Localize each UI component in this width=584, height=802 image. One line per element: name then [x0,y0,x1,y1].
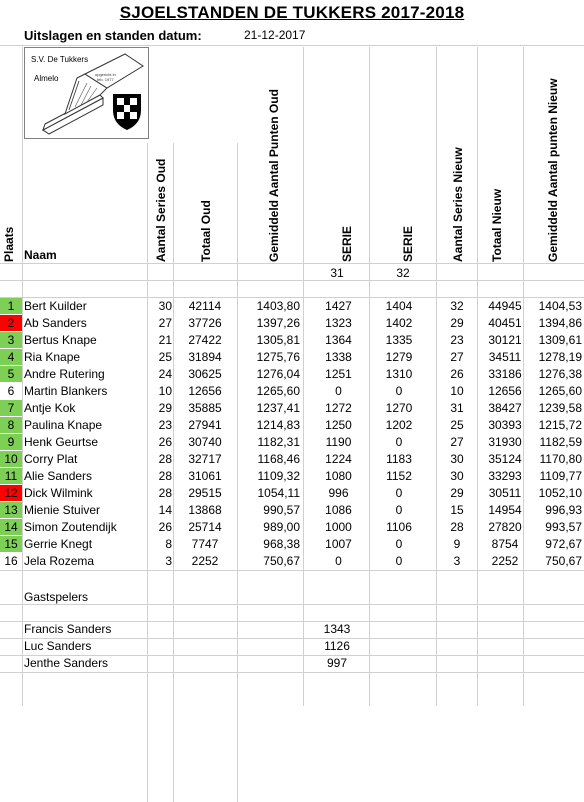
cell-totaal-nieuw: 31930 [488,435,522,449]
cell-plaats: 14 [0,519,22,535]
cell-totaal-oud: 7747 [191,537,219,551]
header-aantal-series-oud: Aantal Series Oud [154,158,168,262]
cell-aantal-series-oud: 26 [158,435,172,449]
cell-serie-31: 0 [335,384,342,398]
cell-serie-31: 1224 [325,452,352,466]
cell-totaal-oud: 35885 [188,401,222,415]
cell-plaats: 2 [0,315,22,331]
cell-gemiddeld-nieuw: 993,57 [545,520,582,534]
cell-serie-31: 1000 [325,520,352,534]
header-totaal-oud: Totaal Oud [199,200,213,262]
table-row [0,468,584,485]
cell-naam: Gerrie Knegt [24,537,93,551]
cell-serie-31: 1190 [325,435,352,449]
table-row [0,315,584,332]
cell-aantal-series-nieuw: 9 [453,537,461,551]
cell-totaal-nieuw: 33293 [488,469,522,483]
cell-serie-31: 996 [328,486,349,500]
header-gemiddeld-nieuw: Gemiddeld Aantal punten Nieuw [546,78,560,262]
cell-serie-31: 1323 [325,316,352,330]
cell-totaal-oud: 13868 [188,503,222,517]
cell-gemiddeld-nieuw: 1239,58 [538,401,582,415]
cell-serie-31: 1338 [325,350,352,364]
cell-plaats: 12 [0,485,22,501]
cell-serie-32: 0 [395,537,403,551]
cell-aantal-series-nieuw: 23 [450,333,464,347]
svg-text:opgericht in: opgericht in [95,72,116,77]
cell-naam: Corry Plat [24,452,78,466]
svg-text:feb. 1977: feb. 1977 [97,77,114,82]
cell-totaal-nieuw: 2252 [491,554,519,568]
cell-naam: Henk Geurtse [24,435,99,449]
cell-plaats: 9 [0,434,22,450]
guest-name: Luc Sanders [24,639,92,653]
cell-aantal-series-oud: 23 [158,418,172,432]
header-gemiddeld-oud: Gemiddeld Aantal Punten Oud [267,89,281,262]
table-row [0,332,584,349]
cell-aantal-series-oud: 24 [158,367,172,381]
cell-totaal-oud: 30740 [188,435,222,449]
cell-naam: Ab Sanders [24,316,87,330]
table-row [0,485,584,502]
cell-totaal-oud: 29515 [188,486,222,500]
cell-aantal-series-nieuw: 28 [450,520,464,534]
cell-aantal-series-oud: 28 [158,469,172,483]
guest-name: Jenthe Sanders [24,656,109,670]
cell-plaats: 10 [0,451,22,467]
cell-totaal-oud: 12656 [188,384,222,398]
cell-aantal-series-nieuw: 26 [450,367,464,381]
header-naam: Naam [24,248,57,262]
cell-serie-31: 1427 [325,299,352,313]
cell-gemiddeld-oud: 989,00 [263,520,300,534]
cell-gemiddeld-nieuw: 1276,38 [538,367,582,381]
cell-gemiddeld-nieuw: 1215,72 [538,418,582,432]
cell-totaal-nieuw: 30121 [488,333,522,347]
logo-club-name: S.V. De Tukkers [31,55,89,64]
cell-serie-32: 1404 [385,299,413,313]
cell-aantal-series-oud: 3 [165,554,172,568]
header-aantal-series-nieuw: Aantal Series Nieuw [451,147,465,262]
cell-plaats: 7 [0,400,22,416]
cell-gemiddeld-nieuw: 750,67 [545,554,582,568]
cell-serie-32: 0 [395,554,403,568]
cell-plaats: 1 [0,298,22,314]
cell-gemiddeld-nieuw: 1278,19 [538,350,582,364]
cell-gemiddeld-oud: 1265,60 [256,384,300,398]
cell-totaal-oud: 31061 [188,469,222,483]
cell-totaal-nieuw: 33186 [488,367,522,381]
cell-totaal-oud: 27422 [188,333,222,347]
cell-gemiddeld-oud: 1305,81 [256,333,300,347]
cell-naam: Antje Kok [24,401,76,415]
guest-row [0,622,584,639]
cell-aantal-series-oud: 28 [158,486,172,500]
cell-totaal-nieuw: 30511 [488,486,522,500]
cell-serie-31: 1251 [325,367,352,381]
table-row [0,349,584,366]
cell-serie-32: 1270 [385,401,413,415]
logo-city: Almelo [34,74,59,83]
cell-serie-31: 1364 [325,333,352,347]
cell-serie-31: 1080 [325,469,352,483]
cell-aantal-series-oud: 28 [158,452,172,466]
cell-serie-32: 1106 [386,520,412,534]
cell-serie-31: 1272 [325,401,352,415]
cell-gemiddeld-oud: 968,38 [263,537,300,551]
table-row [0,298,584,315]
cell-gemiddeld-oud: 1182,31 [257,435,300,449]
cell-naam: Bert Kuilder [24,299,87,313]
page-title: SJOELSTANDEN DE TUKKERS 2017-2018 [119,3,465,22]
table-row [0,383,584,400]
table-row [0,536,584,553]
cell-totaal-oud: 31894 [188,350,222,364]
cell-plaats: 5 [0,366,22,382]
cell-aantal-series-oud: 26 [158,520,172,534]
cell-gemiddeld-nieuw: 972,67 [545,537,582,551]
cell-naam: Andre Rutering [24,367,105,381]
cell-naam: Jela Rozema [24,554,95,568]
cell-aantal-series-oud: 10 [158,384,172,398]
cell-naam: Simon Zoutendijk [24,520,117,534]
guest-name: Francis Sanders [24,622,112,636]
cell-aantal-series-nieuw: 27 [450,350,464,364]
cell-totaal-oud: 25714 [188,520,222,534]
cell-aantal-series-nieuw: 3 [453,554,461,568]
cell-aantal-series-nieuw: 30 [450,469,464,483]
cell-serie-32: 1279 [385,350,413,364]
cell-serie-32: 0 [395,503,403,517]
cell-aantal-series-oud: 30 [158,299,172,313]
cell-serie-32: 0 [395,384,403,398]
cell-totaal-nieuw: 38427 [488,401,522,415]
cell-totaal-nieuw: 27820 [488,520,522,534]
guest-section-label: Gastspelers [24,590,89,604]
club-logo [24,47,149,139]
serie-number-2: 32 [396,266,410,280]
cell-gemiddeld-oud: 1275,76 [256,350,300,364]
cell-plaats: 11 [0,468,22,484]
cell-naam: Ria Knape [24,350,81,364]
cell-totaal-oud: 27941 [188,418,222,432]
cell-plaats: 8 [0,417,22,433]
cell-aantal-series-nieuw: 30 [450,452,464,466]
cell-gemiddeld-oud: 1214,83 [256,418,300,432]
cell-gemiddeld-oud: 990,57 [263,503,300,517]
cell-naam: Bertus Knape [24,333,97,347]
table-row [0,417,584,434]
header-serie-1: SERIE [340,225,354,262]
cell-aantal-series-oud: 27 [158,316,172,330]
cell-naam: Dick Wilmink [24,486,93,500]
cell-totaal-oud: 30625 [188,367,222,381]
cell-serie-31: 0 [335,554,342,568]
cell-gemiddeld-oud: 1403,80 [256,299,300,313]
cell-gemiddeld-oud: 1109,32 [257,469,300,483]
table-row [0,502,584,519]
cell-totaal-nieuw: 40451 [488,316,522,330]
cell-serie-32: 1310 [385,367,413,381]
cell-totaal-nieuw: 30393 [488,418,522,432]
header-plaats: Plaats [2,226,16,262]
cell-plaats: 3 [0,332,22,348]
results-date: 21-12-2017 [244,28,306,42]
cell-gemiddeld-nieuw: 1109,77 [539,469,582,483]
guest-score: 1343 [323,622,351,636]
cell-gemiddeld-nieuw: 996,93 [545,503,582,517]
cell-plaats: 4 [0,349,22,365]
header-totaal-nieuw: Totaal Nieuw [490,188,504,262]
guest-score: 1126 [324,639,350,653]
cell-aantal-series-oud: 14 [158,503,172,517]
cell-serie-31: 1086 [325,503,352,517]
serie-number-1: 31 [330,266,344,280]
table-row [0,519,584,536]
cell-aantal-series-oud: 21 [158,333,172,347]
cell-gemiddeld-oud: 750,67 [263,554,300,568]
header-serie-2: SERIE [401,225,415,262]
cell-totaal-nieuw: 8754 [491,537,519,551]
cell-plaats: 16 [4,554,18,568]
cell-serie-31: 1007 [325,537,352,551]
cell-naam: Mienie Stuiver [24,503,101,517]
cell-plaats: 15 [0,536,22,552]
cell-gemiddeld-nieuw: 1052,10 [538,486,582,500]
cell-totaal-nieuw: 35124 [488,452,522,466]
cell-serie-32: 1402 [385,316,413,330]
table-row [0,434,584,451]
guest-row [0,639,584,656]
cell-gemiddeld-oud: 1168,46 [257,452,300,466]
results-date-label: Uitslagen en standen datum: [24,28,202,43]
cell-plaats: 13 [0,502,22,518]
table-row [0,366,584,383]
cell-gemiddeld-oud: 1276,04 [256,367,300,381]
cell-naam: Martin Blankers [24,384,108,398]
guest-score: 997 [326,656,348,670]
cell-gemiddeld-nieuw: 1404,53 [538,299,582,313]
cell-gemiddeld-nieuw: 1170,80 [539,452,582,466]
cell-serie-32: 1152 [386,469,412,483]
cell-gemiddeld-nieuw: 1309,61 [538,333,582,347]
cell-gemiddeld-oud: 1237,41 [256,401,300,415]
cell-serie-32: 0 [395,435,403,449]
cell-totaal-nieuw: 14954 [488,503,522,517]
cell-totaal-oud: 2252 [191,554,219,568]
cell-aantal-series-nieuw: 32 [450,299,464,313]
cell-aantal-series-nieuw: 31 [450,401,464,415]
cell-serie-32: 1335 [385,333,413,347]
cell-gemiddeld-nieuw: 1265,60 [538,384,582,398]
cell-totaal-oud: 37726 [188,316,222,330]
cell-gemiddeld-nieuw: 1394,86 [538,316,582,330]
cell-gemiddeld-oud: 1397,26 [256,316,300,330]
cell-gemiddeld-oud: 1054,11 [257,486,300,500]
cell-naam: Alie Sanders [24,469,93,483]
cell-totaal-nieuw: 12656 [488,384,522,398]
cell-naam: Paulina Knape [24,418,103,432]
table-row [0,553,584,570]
cell-serie-32: 0 [395,486,403,500]
cell-aantal-series-nieuw: 15 [450,503,464,517]
cell-aantal-series-oud: 25 [158,350,172,364]
cell-serie-31: 1250 [325,418,352,432]
cell-aantal-series-nieuw: 29 [450,316,464,330]
cell-totaal-nieuw: 34511 [488,350,522,364]
cell-aantal-series-nieuw: 25 [450,418,464,432]
cell-totaal-nieuw: 44945 [488,299,522,313]
cell-aantal-series-nieuw: 27 [450,435,464,449]
guest-row [0,656,584,673]
cell-gemiddeld-nieuw: 1182,59 [539,435,582,449]
cell-aantal-series-nieuw: 10 [450,384,464,398]
cell-serie-32: 1202 [385,418,413,432]
table-row [0,451,584,468]
cell-totaal-oud: 32717 [188,452,222,466]
cell-aantal-series-oud: 29 [158,401,172,415]
cell-plaats: 6 [7,384,15,398]
cell-aantal-series-nieuw: 29 [450,486,464,500]
cell-serie-32: 1183 [386,452,412,466]
cell-totaal-oud: 42114 [188,299,222,313]
cell-aantal-series-oud: 8 [165,537,172,551]
table-row [0,400,584,417]
